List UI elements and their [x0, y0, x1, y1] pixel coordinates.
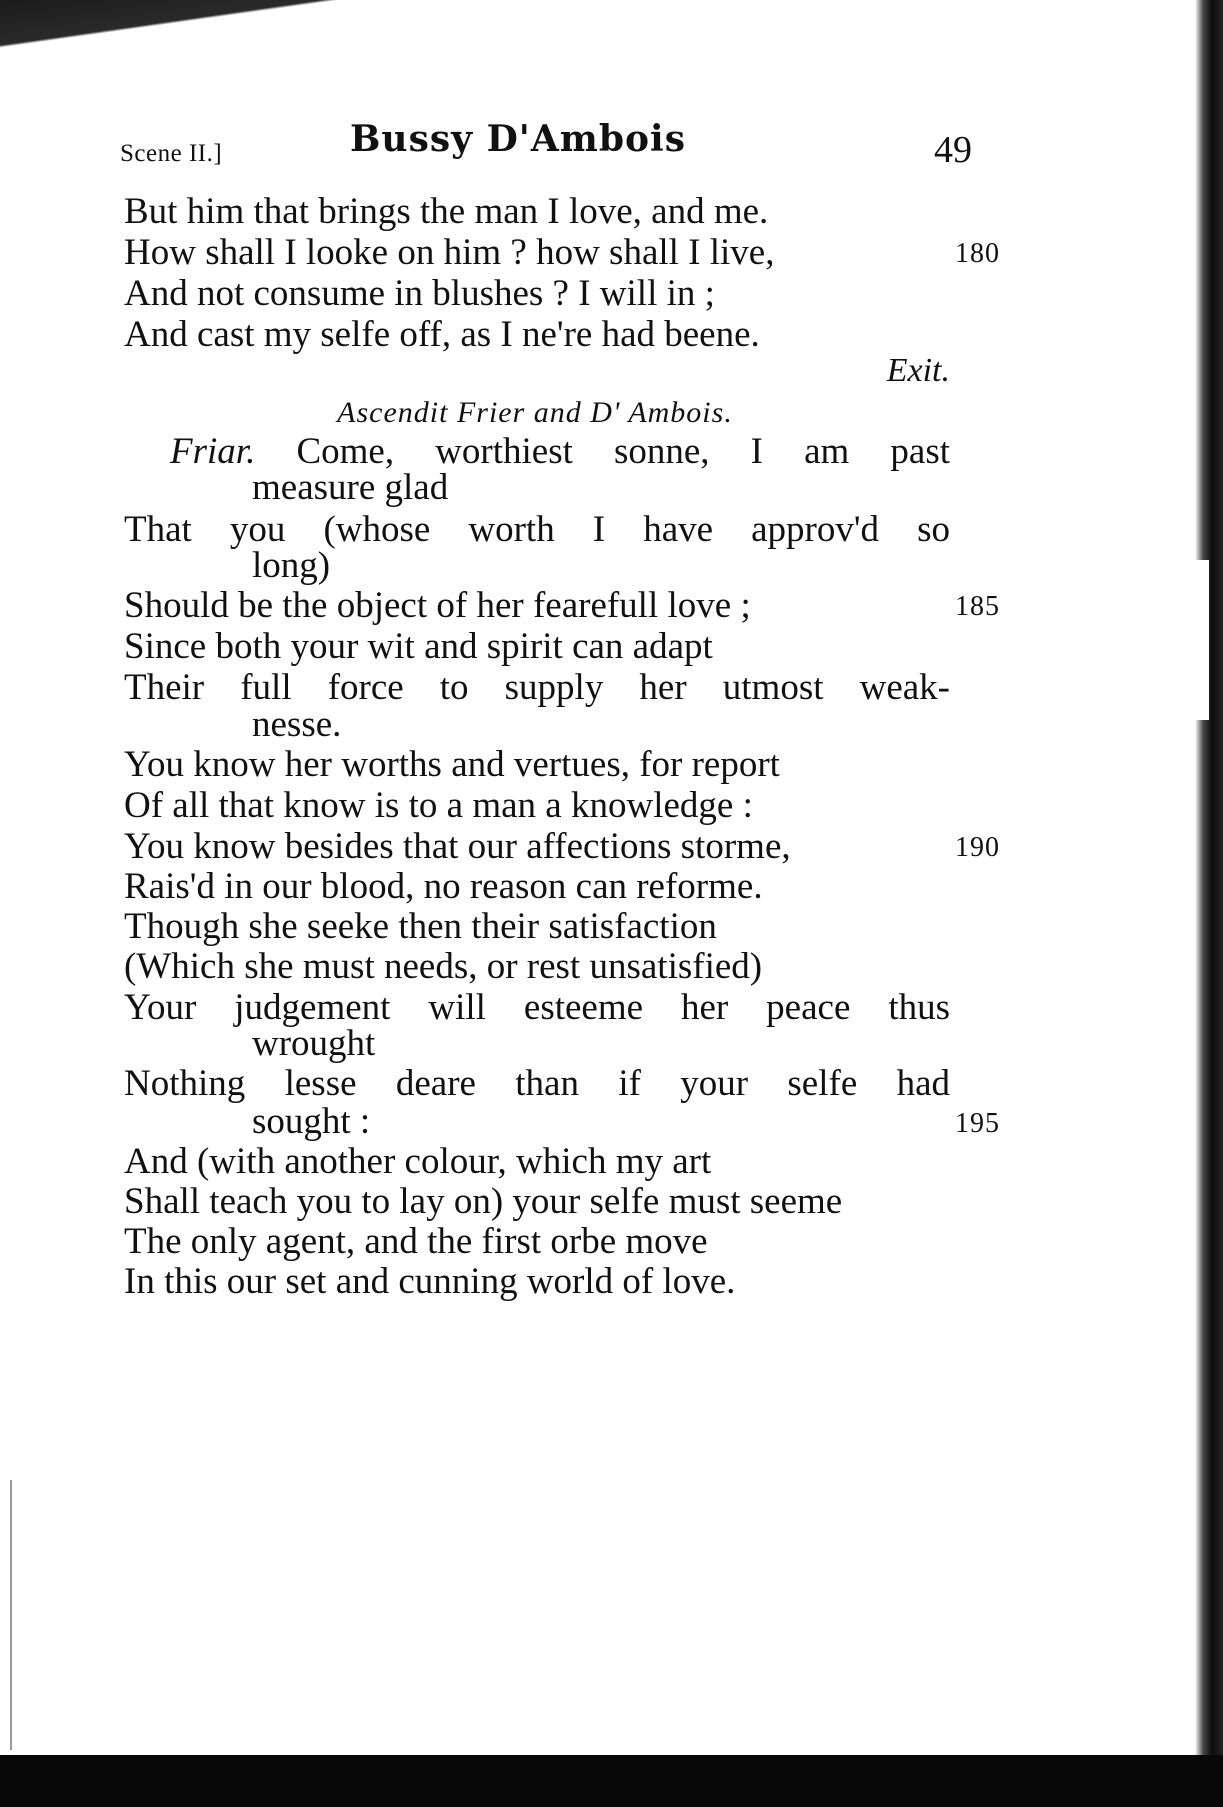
scan-edge-left [10, 1480, 12, 1750]
line-number: 180 [955, 238, 1000, 269]
stage-direction: Ascendit Frier and D' Ambois. [337, 396, 733, 429]
scan-edge-gap [1195, 560, 1209, 720]
running-title: Bussy D'Ambois [350, 118, 686, 160]
verse-line: How shall I looke on him ? how shall I live, [124, 232, 775, 273]
verse-line: And (with another colour, which my art [124, 1141, 712, 1182]
scan-shadow-bottom [0, 1755, 1223, 1807]
stage-exit: Exit. [886, 352, 950, 389]
verse-line: Come, worthiest sonne, I am past [296, 431, 951, 472]
verse-line: measure glad [252, 467, 449, 508]
line-number: 190 [955, 832, 1000, 863]
verse-line: Your judgement will esteeme her peace thus [124, 987, 950, 1028]
running-header [120, 118, 972, 178]
verse-line: Their full force to supply her utmost weak- [124, 667, 950, 708]
verse-line: That you (whose worth I have approv'd so [124, 509, 950, 550]
verse-line: Though she seeke then their satisfaction [124, 906, 717, 947]
verse-line: And cast my selfe off, as I ne're had beene. [124, 314, 760, 355]
line-number: 185 [955, 591, 1000, 622]
verse-line: Of all that know is to a man a knowledge : [124, 785, 753, 826]
page-number: 49 [934, 129, 972, 171]
verse-line: Rais'd in our blood, no reason can reforme. [124, 866, 763, 907]
verse-line: You know besides that our affections storme, [124, 826, 791, 867]
line-number: 195 [955, 1108, 1000, 1139]
verse-line: nesse. [252, 704, 342, 745]
verse-line: Since both your wit and spirit can adapt [124, 626, 713, 667]
speaker-name: Friar. [170, 431, 256, 472]
verse-line: And not consume in blushes ? I will in ; [124, 273, 715, 314]
verse-line: long) [252, 545, 331, 586]
verse-line: You know her worths and vertues, for report [124, 744, 780, 785]
scene-label: Scene II.] [120, 140, 223, 167]
verse-line: The only agent, and the first orbe move [124, 1221, 708, 1262]
verse-line: In this our set and cunning world of love. [124, 1261, 736, 1302]
verse-line: (Which she must needs, or rest unsatisfied) [124, 946, 763, 987]
verse-line: But him that brings the man I love, and me. [124, 191, 769, 232]
verse-line: wrought [252, 1023, 376, 1064]
verse-line: sought : [252, 1101, 371, 1142]
scan-edge-right [1195, 0, 1223, 1760]
verse-line: Should be the object of her fearefull love ; [124, 585, 751, 626]
verse-line: Shall teach you to lay on) your selfe must seeme [124, 1181, 843, 1222]
verse-line: Nothing lesse deare than if your selfe had [124, 1063, 950, 1104]
scan-shadow-top [0, 0, 420, 70]
